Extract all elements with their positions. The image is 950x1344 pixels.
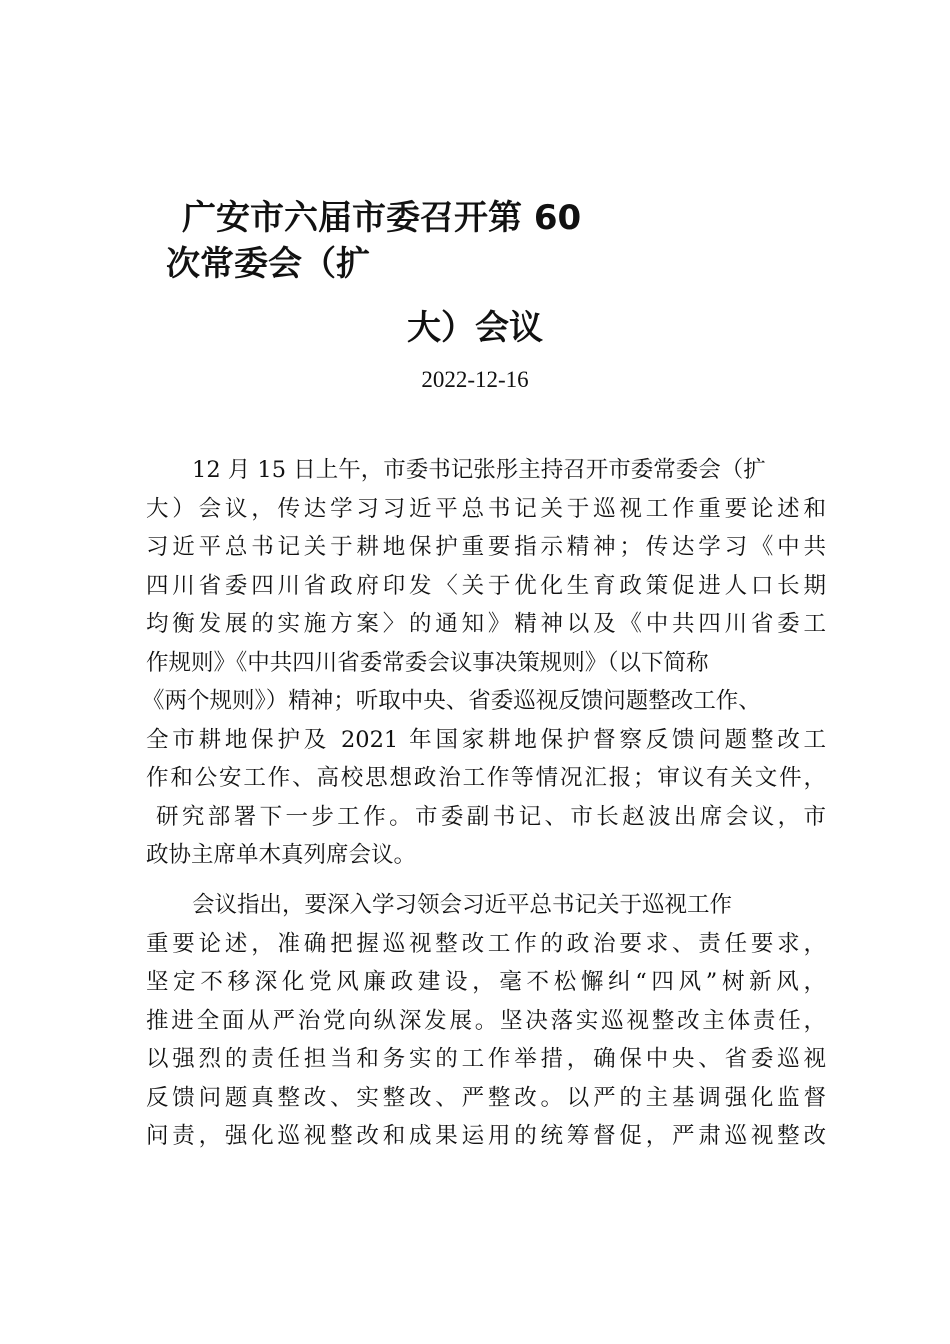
paragraph-line: 会议指出，要深入学习领会习近平总书记关于巡视工作	[192, 892, 733, 918]
paragraph-line: 大）会议，传达学习习近平总书记关于巡视工作重要论述和	[146, 495, 826, 522]
paragraph-line: 推进全面从严治党向纵深发展。坚决落实巡视整改主体责任，	[146, 1007, 826, 1034]
paragraph-line: 均衡发展的实施方案〉的通知》精神以及《中共四川省委工	[146, 611, 826, 637]
paragraph-1	[142, 451, 826, 875]
paragraph-line: 重要论述，准确把握巡视整改工作的政治要求、责任要求，	[146, 930, 826, 957]
paragraph-line: 《两个规则》）精神；听取中央、省委巡视反馈问题整改工作、	[142, 688, 761, 714]
paragraph-line: 政协主席单木真列席会议。	[146, 842, 417, 868]
paragraph-line: 四川省委四川省政府印发〈关于优化生育政策促进人口长期	[146, 572, 826, 599]
paragraph-line: 作和公安工作、高校思想政治工作等情况汇报；审议有关文件，	[146, 765, 826, 791]
paragraph-line: 研究部署下一步工作。市委副书记、市长赵波出席会议，市	[156, 803, 826, 830]
paragraph-line: 12 月 15 日上午，市委书记张彤主持召开市委常委会（扩	[192, 457, 766, 483]
paragraph-line: 问责，强化巡视整改和成果运用的统筹督促，严肃巡视整改	[146, 1123, 826, 1149]
paragraph-line: 全市耕地保护及 2021 年国家耕地保护督察反馈问题整改工	[146, 726, 826, 753]
publish-date: 2022-12-16	[421, 367, 529, 392]
title-line-1: 广安市六届市委召开第 60	[182, 198, 582, 238]
title-line-2: 次常委会（扩	[166, 244, 370, 284]
title-line-3: 大）会议	[407, 308, 543, 348]
paragraph-line: 以强烈的责任担当和务实的工作举措，确保中央、省委巡视	[146, 1046, 826, 1072]
paragraph-line: 反馈问题真整改、实整改、严整改。以严的主基调强化监督	[146, 1084, 826, 1111]
paragraph-2	[146, 886, 826, 1156]
paragraph-line: 坚定不移深化党风廉政建设，毫不松懈纠“四风”树新风，	[146, 969, 826, 995]
paragraph-line: 作规则》《中共四川省委常委会议事决策规则》（以下简称	[146, 649, 709, 676]
paragraph-line: 习近平总书记关于耕地保护重要指示精神；传达学习《中共	[146, 534, 826, 560]
